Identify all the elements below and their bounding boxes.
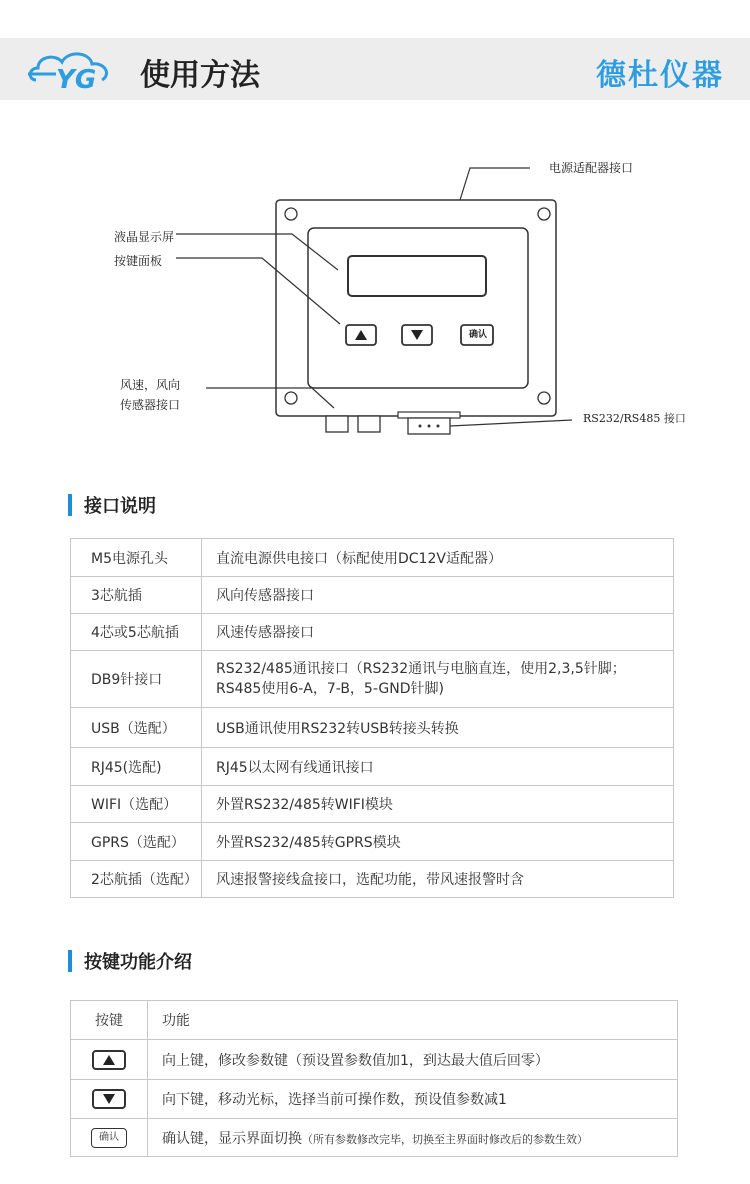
interface-name: RJ45(选配) <box>71 748 202 786</box>
interface-desc <box>202 651 674 708</box>
key-function <box>148 1119 678 1157</box>
callout-sensor-line2: 传感器接口 <box>120 398 181 412</box>
interface-name: M5电源孔头 <box>71 539 202 577</box>
table-row <box>71 861 674 898</box>
interface-desc: RJ45以太网有线通讯接口 <box>202 748 674 786</box>
interface-name: 2芯航插（选配） <box>71 861 202 898</box>
page-title: 使用方法 <box>140 58 260 93</box>
callout-sensor-line1: 风速，风向 <box>120 378 181 392</box>
interface-desc: USB通讯使用RS232转USB转接头转换 <box>202 708 674 748</box>
page-header <box>0 38 750 100</box>
interface-name: GPRS（选配） <box>71 823 202 861</box>
callout-rs-port: RS232/RS485 接口 <box>583 412 686 425</box>
interface-name: USB（选配） <box>71 708 202 748</box>
table-row <box>71 539 674 577</box>
key-function: 向上键，修改参数键（预设置参数值加1，到达最大值后回零） <box>148 1040 678 1080</box>
keys-table <box>70 1000 678 1157</box>
table-row <box>71 651 674 708</box>
interface-desc: 直流电源供电接口（标配使用DC12V适配器） <box>202 539 674 577</box>
table-row <box>71 748 674 786</box>
interface-desc: 风速传感器接口 <box>202 614 674 651</box>
table-row <box>71 577 674 614</box>
interface-name: 3芯航插 <box>71 577 202 614</box>
table-row <box>71 823 674 861</box>
table-row <box>71 1080 678 1119</box>
device-diagram <box>0 150 750 450</box>
interfaces-table <box>70 538 674 898</box>
table-row <box>71 786 674 823</box>
table-row <box>71 1119 678 1157</box>
interfaces-section-title: 接口说明 <box>68 492 156 518</box>
interface-name: DB9针接口 <box>71 651 202 708</box>
key-function-main: 确认键，显示界面切换 <box>162 1130 302 1147</box>
callout-power-port: 电源适配器接口 <box>549 161 634 175</box>
key-function: 向下键，移动光标，选择当前可操作数，预设值参数减1 <box>148 1080 678 1119</box>
callout-lcd: 液晶显示屏 <box>114 230 175 244</box>
key-function-note: （所有参数修改完毕，切换至主界面时修改后的参数生效） <box>302 1132 588 1146</box>
interface-name: 4芯或5芯航插 <box>71 614 202 651</box>
table-row <box>71 1040 678 1080</box>
diagram-confirm-key-label: 确认 <box>468 330 487 340</box>
interface-desc: 外置RS232/485转GPRS模块 <box>202 823 674 861</box>
device-drawing <box>0 150 750 450</box>
key-column-header: 按键 <box>71 1001 148 1040</box>
interface-desc-line2: RS485使用6-A，7-B，5-GND针脚) <box>216 681 444 697</box>
table-row <box>71 614 674 651</box>
interface-desc: 外置RS232/485转WIFI模块 <box>202 786 674 823</box>
interface-desc: 风速报警接线盒接口，选配功能，带风速报警时含 <box>202 861 674 898</box>
table-header-row <box>71 1001 678 1040</box>
up-arrow-icon <box>92 1050 126 1070</box>
callout-keypad: 按键面板 <box>114 254 163 268</box>
interface-desc: 风向传感器接口 <box>202 577 674 614</box>
down-arrow-icon <box>92 1089 126 1109</box>
interface-name: WIFI（选配） <box>71 786 202 823</box>
table-row <box>71 708 674 748</box>
keys-section-title: 按键功能介绍 <box>68 948 192 974</box>
interface-desc-line1: RS232/485通讯接口（RS232通讯与电脑直连，使用2,3,5针脚； <box>216 661 626 677</box>
confirm-key-icon: 确认 <box>91 1128 127 1148</box>
svg-text:YG: YG <box>56 65 97 95</box>
function-column-header: 功能 <box>148 1001 678 1040</box>
brand-name: 德杜仪器 <box>596 58 724 93</box>
logo-icon <box>26 44 126 98</box>
